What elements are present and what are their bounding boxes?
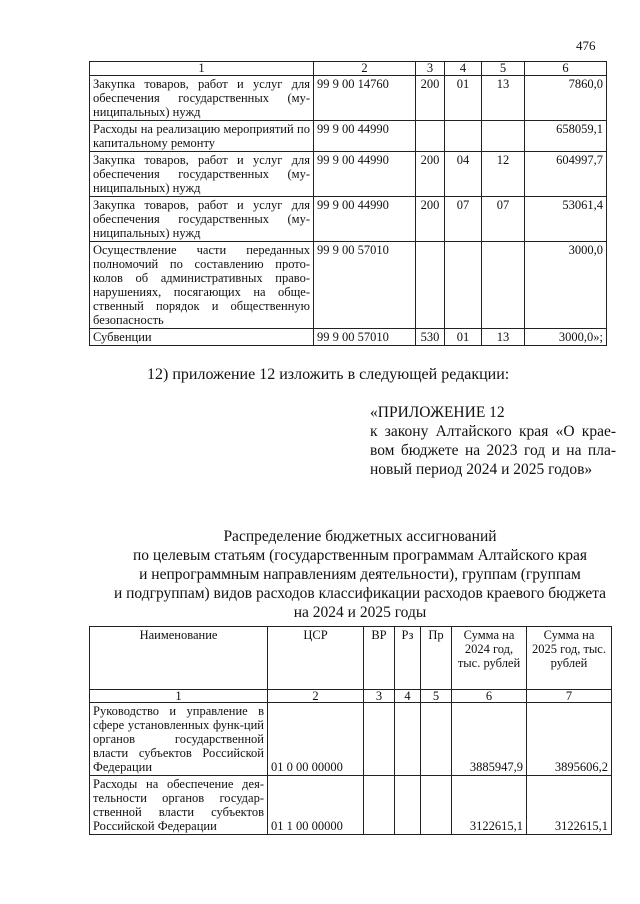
- row-sum: 604997,7: [525, 152, 607, 197]
- row-csr: 99 9 00 57010: [314, 329, 416, 346]
- column-number: 5: [421, 690, 452, 703]
- row-rz: 01: [445, 76, 482, 121]
- row-rz: 01: [445, 329, 482, 346]
- table-row: [90, 242, 607, 329]
- row-pr: [421, 776, 452, 835]
- appendix-block: [370, 403, 616, 479]
- row-vr: [364, 703, 395, 776]
- header-sum-2025: Сумма на 2025 год, тыс. рублей: [527, 627, 612, 690]
- row-vr: [364, 776, 395, 835]
- column-number: 2: [314, 62, 416, 76]
- row-pr: [421, 703, 452, 776]
- row-sum: 3000,0: [525, 242, 607, 329]
- row-vr: 200: [416, 76, 445, 121]
- table-column-numbers: [90, 690, 612, 703]
- table-row: [90, 776, 612, 835]
- row-sum: 658059,1: [525, 121, 607, 152]
- row-name: Закупка товаров, работ и услуг для обеспечения государственных (му-ниципальных) нужд: [90, 152, 314, 197]
- row-sum: 7860,0: [525, 76, 607, 121]
- column-number: 5: [482, 62, 525, 76]
- table-row: [90, 76, 607, 121]
- row-sum: 53061,4: [525, 197, 607, 242]
- document-title-line: на 2024 и 2025 годы: [293, 604, 427, 621]
- appendix-title: «ПРИЛОЖЕНИЕ 12: [370, 404, 505, 421]
- table-row: [90, 121, 607, 152]
- row-csr: 99 9 00 44990: [314, 121, 416, 152]
- row-csr: 99 9 00 14760: [314, 76, 416, 121]
- row-vr: [416, 121, 445, 152]
- table-row: [90, 152, 607, 197]
- row-csr: 01 0 00 00000: [268, 703, 364, 776]
- column-number: 3: [364, 690, 395, 703]
- row-rz: [445, 121, 482, 152]
- row-name: Руководство и управление в сфере установленных функ-ций органов государственной власти субъектов Российской Федерации: [90, 703, 268, 776]
- header-pr: Пр: [421, 627, 452, 690]
- table-row: [90, 329, 607, 346]
- row-name: Субвенции: [90, 329, 314, 346]
- row-pr: [482, 121, 525, 152]
- row-sum-2024: 3122615,1: [452, 776, 527, 835]
- row-sum-2025: 3895606,2: [527, 703, 612, 776]
- document-title-line: и подгруппам) видов расходов классификации расходов краевого бюджета: [113, 585, 607, 602]
- row-sum: 3000,0»;: [525, 329, 607, 346]
- table-header-row: [90, 627, 612, 690]
- budget-allocation-table: [89, 626, 612, 835]
- row-csr: 99 9 00 57010: [314, 242, 416, 329]
- header-csr: ЦСР: [268, 627, 364, 690]
- row-pr: 12: [482, 152, 525, 197]
- table-row: [90, 197, 607, 242]
- header-name: Наименование: [90, 627, 268, 690]
- column-number: 4: [445, 62, 482, 76]
- column-number: 6: [452, 690, 527, 703]
- header-sum-2024: Сумма на 2024 год, тыс. рублей: [452, 627, 527, 690]
- document-title-line: по целевым статьям (государственным программам Алтайского края: [133, 547, 587, 564]
- row-rz: 04: [445, 152, 482, 197]
- column-number: 4: [395, 690, 421, 703]
- row-rz: 07: [445, 197, 482, 242]
- document-title-line: и непрограммным направлениям деятельности), группам (группам: [139, 566, 581, 583]
- row-rz: [445, 242, 482, 329]
- row-pr: 07: [482, 197, 525, 242]
- row-vr: 200: [416, 197, 445, 242]
- column-number: 6: [525, 62, 607, 76]
- header-vr: ВР: [364, 627, 395, 690]
- column-number: 1: [90, 690, 268, 703]
- table-column-numbers: [90, 62, 607, 76]
- row-vr: [416, 242, 445, 329]
- row-vr: 200: [416, 152, 445, 197]
- row-name: Закупка товаров, работ и услуг для обеспечения государственных (му-ниципальных) нужд: [90, 197, 314, 242]
- row-pr: [482, 242, 525, 329]
- row-vr: 530: [416, 329, 445, 346]
- row-rz: [395, 703, 421, 776]
- amendment-text: 12) приложение 12 изложить в следующей редакции:: [147, 366, 510, 383]
- table-row: [90, 703, 612, 776]
- row-name: Расходы на обеспечение дея-тельности органов государ-ственной власти субъектов Российской Федерации: [90, 776, 268, 835]
- document-title: [90, 527, 630, 622]
- continued-budget-table: [89, 61, 607, 346]
- row-sum-2024: 3885947,9: [452, 703, 527, 776]
- row-csr: 99 9 00 44990: [314, 197, 416, 242]
- page-number: 476: [576, 38, 596, 53]
- row-csr: 99 9 00 44990: [314, 152, 416, 197]
- row-pr: 13: [482, 76, 525, 121]
- document-title-line: Распределение бюджетных ассигнований: [223, 528, 497, 545]
- column-number: 2: [268, 690, 364, 703]
- column-number: 1: [90, 62, 314, 76]
- appendix-subtitle: к закону Алтайского края «О крае-вом бюджете на 2023 год и на пла-новый период 2024 и 2025 годов»: [370, 423, 616, 478]
- column-number: 7: [527, 690, 612, 703]
- row-csr: 01 1 00 00000: [268, 776, 364, 835]
- row-name: Закупка товаров, работ и услуг для обеспечения государственных (му-ниципальных) нужд: [90, 76, 314, 121]
- row-rz: [395, 776, 421, 835]
- row-name: Осуществление части переданных полномочий по составлению прото-колов об административных право-нарушениях, посягающих на обще-ственный порядок и общественную безопасность: [90, 242, 314, 329]
- column-number: 3: [416, 62, 445, 76]
- header-rz: Рз: [395, 627, 421, 690]
- row-name: Расходы на реализацию мероприятий по капитальному ремонту: [90, 121, 314, 152]
- row-pr: 13: [482, 329, 525, 346]
- row-sum-2025: 3122615,1: [527, 776, 612, 835]
